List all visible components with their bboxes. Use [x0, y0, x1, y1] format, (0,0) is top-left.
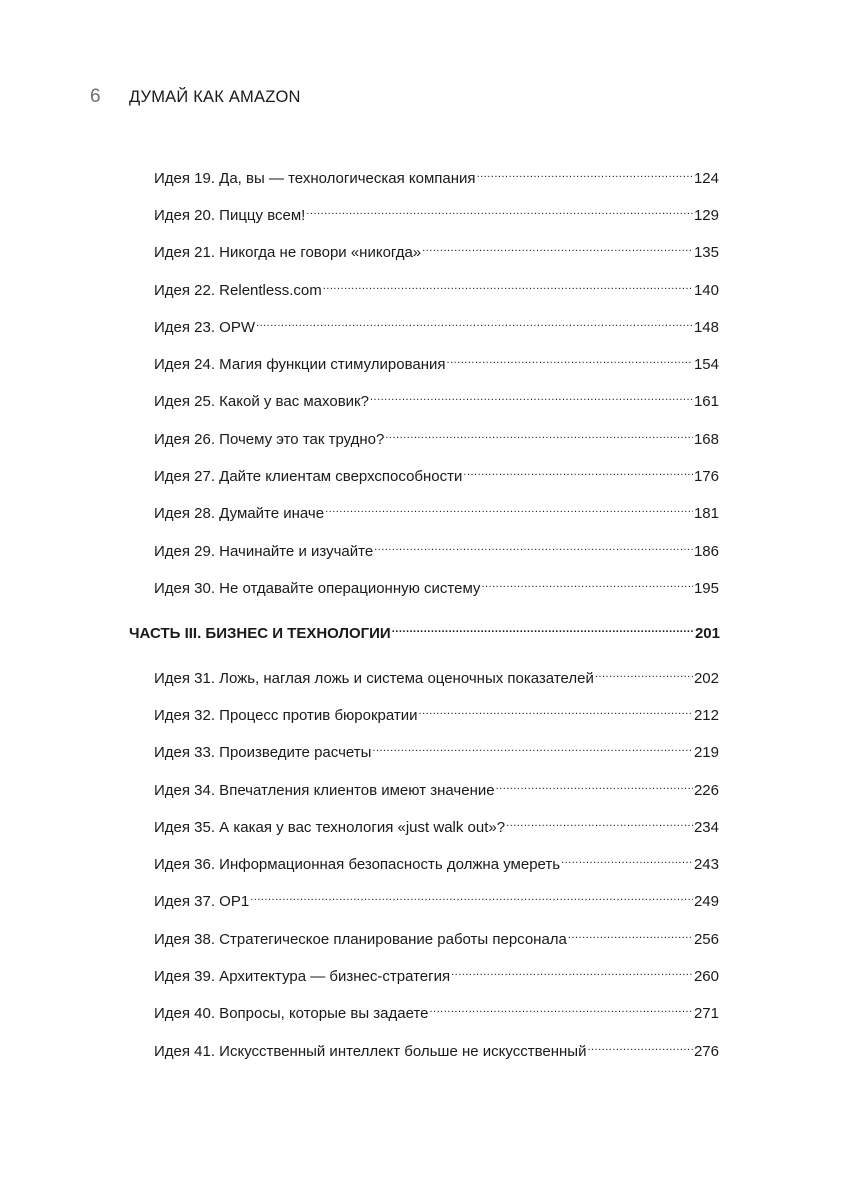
toc-entry-page: 135 [693, 244, 719, 261]
toc-entry-idea-20[interactable] [154, 200, 719, 224]
toc-entry-idea-26[interactable] [154, 424, 719, 448]
toc-entry-title: Идея 22. Relentless.com [154, 282, 322, 299]
page-header [90, 86, 301, 110]
page-number: 6 [90, 86, 101, 107]
toc-entry-page: 243 [693, 856, 719, 873]
toc-entry-idea-31[interactable] [154, 663, 719, 687]
toc-entry-title: Идея 20. Пиццу всем! [154, 207, 306, 224]
book-title: ДУМАЙ КАК AMAZON [129, 88, 301, 106]
toc-entry-idea-41[interactable] [154, 1036, 719, 1060]
toc-entry-title: Идея 19. Да, вы — технологическая компания [154, 170, 476, 187]
dot-leader [561, 849, 693, 869]
toc-entry-title: Идея 26. Почему это так трудно? [154, 431, 385, 448]
toc-entry-title: Идея 35. А какая у вас технология «just walk out»? [154, 819, 506, 836]
dot-leader [325, 498, 693, 518]
toc-part-title: ЧАСТЬ III. БИЗНЕС И ТЕХНОЛОГИИ [129, 625, 391, 642]
toc-entry-title: Идея 33. Произведите расчеты [154, 744, 372, 761]
toc-entry-idea-28[interactable] [154, 498, 719, 522]
dot-leader [323, 275, 693, 295]
dot-leader [451, 961, 693, 981]
toc-entry-idea-30[interactable] [154, 573, 719, 597]
toc-entry-page: 260 [693, 968, 719, 985]
toc-entry-title: Идея 21. Никогда не говори «никогда» [154, 244, 422, 261]
toc-entry-idea-23[interactable] [154, 312, 719, 336]
toc-entry-page: 176 [693, 468, 719, 485]
toc-entry-page: 234 [693, 819, 719, 836]
toc-entry-idea-24[interactable] [154, 349, 719, 373]
toc-entry-title: Идея 27. Дайте клиентам сверхспособности [154, 468, 463, 485]
dot-leader [587, 1036, 693, 1056]
toc-entry-idea-35[interactable] [154, 812, 719, 836]
dot-leader [250, 886, 693, 906]
toc-entry-title: Идея 23. OPW [154, 319, 256, 336]
toc-entry-page: 212 [693, 707, 719, 724]
toc-entry-idea-22[interactable] [154, 275, 719, 299]
toc-entry-title: Идея 25. Какой у вас маховик? [154, 393, 369, 410]
dot-leader [568, 924, 693, 944]
dot-leader [477, 163, 693, 183]
toc-entry-idea-39[interactable] [154, 961, 719, 985]
toc-entry-page: 124 [693, 170, 719, 187]
toc-entry-page: 140 [693, 282, 719, 299]
dot-leader [422, 237, 693, 257]
toc-entry-page: 168 [693, 431, 719, 448]
toc-entry-idea-33[interactable] [154, 737, 719, 761]
toc-entry-page: 276 [693, 1043, 719, 1060]
toc-entry-page: 181 [693, 505, 719, 522]
toc-entry-page: 186 [693, 543, 719, 560]
toc-entry-title: Идея 29. Начинайте и изучайте [154, 543, 374, 560]
toc-entry-idea-19[interactable] [154, 163, 719, 187]
toc-entry-page: 129 [693, 207, 719, 224]
toc-entry-title: Идея 32. Процесс против бюрократии [154, 707, 418, 724]
toc-entry-page: 161 [693, 393, 719, 410]
toc-entry-part-3[interactable] [129, 618, 720, 642]
toc-entry-idea-38[interactable] [154, 924, 719, 948]
toc-entry-idea-40[interactable] [154, 998, 719, 1022]
dot-leader [447, 349, 693, 369]
toc-entry-title: Идея 36. Информационная безопасность должна умереть [154, 856, 561, 873]
toc-entry-page: 271 [693, 1005, 719, 1022]
dot-leader [430, 998, 693, 1018]
toc-entry-idea-34[interactable] [154, 775, 719, 799]
toc-entry-page: 219 [693, 744, 719, 761]
toc-entry-title: Идея 41. Искусственный интеллект больше не искусственный [154, 1043, 587, 1060]
dot-leader [506, 812, 693, 832]
toc-entry-idea-21[interactable] [154, 237, 719, 261]
toc-entry-idea-37[interactable] [154, 886, 719, 910]
toc-entry-page: 202 [693, 670, 719, 687]
dot-leader [372, 737, 693, 757]
dot-leader [370, 386, 693, 406]
toc-entry-title: Идея 37. OP1 [154, 893, 250, 910]
toc-entry-title: Идея 39. Архитектура — бизнес-стратегия [154, 968, 451, 985]
dot-leader [496, 775, 693, 795]
dot-leader [419, 700, 693, 720]
toc-entry-page: 148 [693, 319, 719, 336]
dot-leader [595, 663, 693, 683]
dot-leader [374, 536, 693, 556]
toc-entry-page: 201 [694, 625, 720, 642]
dot-leader [306, 200, 693, 220]
toc-entry-title: Идея 28. Думайте иначе [154, 505, 325, 522]
toc-entry-idea-29[interactable] [154, 536, 719, 560]
toc-entry-title: Идея 34. Впечатления клиентов имеют значение [154, 782, 495, 799]
toc-entry-title: Идея 31. Ложь, наглая ложь и система оценочных показателей [154, 670, 594, 687]
toc-entry-page: 256 [693, 931, 719, 948]
toc-entry-title: Идея 24. Магия функции стимулирования [154, 356, 446, 373]
toc-entry-title: Идея 30. Не отдавайте операционную систему [154, 580, 481, 597]
toc-entry-idea-32[interactable] [154, 700, 719, 724]
toc-entry-title: Идея 40. Вопросы, которые вы задаете [154, 1005, 429, 1022]
toc-entry-idea-25[interactable] [154, 386, 719, 410]
toc-entry-page: 195 [693, 580, 719, 597]
toc-entry-page: 226 [693, 782, 719, 799]
toc-entry-page: 249 [693, 893, 719, 910]
toc-entry-page: 154 [693, 356, 719, 373]
toc-entry-idea-36[interactable] [154, 849, 719, 873]
dot-leader [463, 461, 693, 481]
dot-leader [481, 573, 693, 593]
dot-leader [392, 618, 694, 638]
dot-leader [385, 424, 693, 444]
toc-entry-title: Идея 38. Стратегическое планирование работы персонала [154, 931, 567, 948]
dot-leader [256, 312, 693, 332]
toc-entry-idea-27[interactable] [154, 461, 719, 485]
